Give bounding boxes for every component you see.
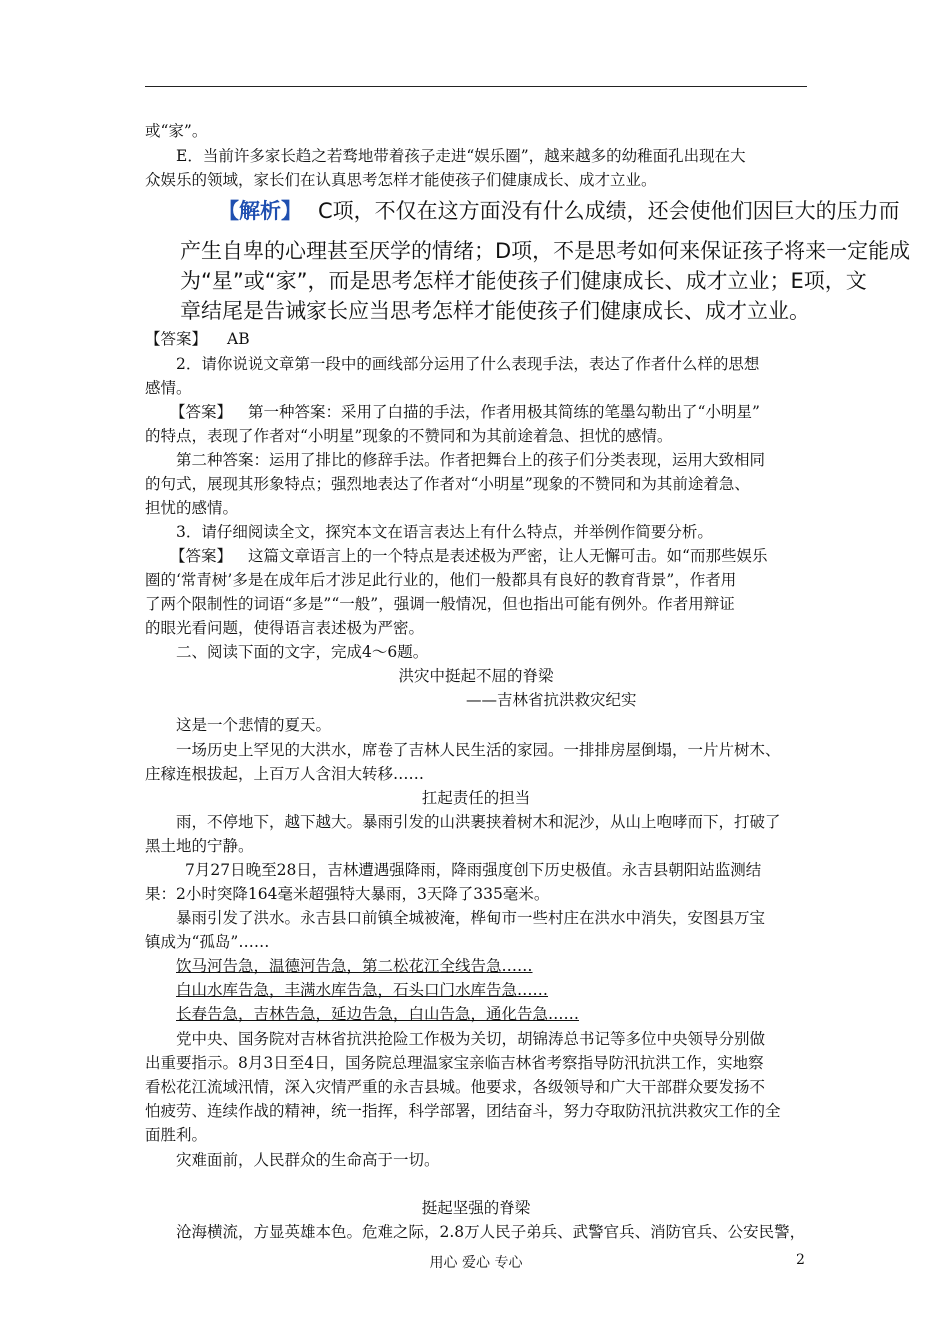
page-number: 2 [796, 1252, 805, 1268]
q3-answer-line1-text: 这篇文章语言上的一个特点是表述极为严密，让人无懈可击。如“而那些娱乐 [248, 547, 768, 565]
q2-line1: 2．请你说说文章第一段中的画线部分运用了什么表现手法，表达了作者什么样的思想 [176, 355, 760, 373]
q2-answer2-line3: 担忧的感情。 [145, 499, 239, 517]
q2-answer-tag: 【答案】 [170, 403, 233, 421]
q2-answer-line2: 的特点，表现了作者对“小明星”现象的不赞同和为其前途着急、担忧的感情。 [145, 427, 673, 445]
article-p5-line1: 暴雨引发了洪水。永吉县口前镇全城被淹，桦甸市一些村庄在洪水中消失，安图县万宝 [176, 909, 766, 927]
q2-line2: 感情。 [145, 379, 192, 397]
analysis-tag: 【解析】 [218, 199, 302, 223]
q2-answer2-line1: 第二种答案：运用了排比的修辞手法。作者把舞台上的孩子们分类表现，运用大致相同 [176, 451, 766, 469]
article-p6-line4: 怕疲劳、连续作战的精神，统一指挥，科学部署，团结奋斗，努力夺取防汛抗洪救灾工作的全 [145, 1102, 781, 1120]
article-p6-line2: 出重要指示。8月3日至4日，国务院总理温家宝亲临吉林省考察指导防汛抗洪工作，实地察 [145, 1054, 764, 1072]
analysis-line4: 章结尾是告诫家长应当思考怎样才能使孩子们健康成长、成才立业。 [180, 299, 810, 323]
option-e-line2: 众娱乐的领域，家长们在认真思考怎样才能使孩子们健康成长、成才立业。 [145, 171, 657, 189]
footer-center: 用心 爱心 专心 [429, 1255, 523, 1271]
subheading-2: 挺起坚强的脊梁 [421, 1199, 531, 1217]
underlined-line-3: 长春告急，吉林告急，延边告急，白山告急，通化告急…… [176, 1005, 580, 1023]
article-p8-line1: 沧海横流，方显英雄本色。危难之际，2.8万人民子弟兵、武警官兵、消防官兵、公安民警， [176, 1223, 806, 1241]
analysis-line3: 为“星”或“家”，而是思考怎样才能使孩子们健康成长、成才立业；E项，文 [180, 269, 867, 293]
answer1-tag: 【答案】 [145, 330, 208, 348]
q3-answer-line2: 圈的‘常青树’多是在成年后才涉足此行业的，他们一般都具有良好的教育背景”，作者用 [145, 571, 737, 589]
article-p2-line1: 一场历史上罕见的大洪水，席卷了吉林人民生活的家园。一排排房屋倒塌，一片片树木、 [176, 741, 781, 759]
underlined-line-2: 白山水库告急，丰满水库告急，石头口门水库告急…… [176, 981, 549, 999]
q3-line1: 3．请仔细阅读全文，探究本文在语言表达上有什么特点，并举例作简要分析。 [176, 523, 713, 541]
article-p6-line5: 面胜利。 [145, 1126, 208, 1144]
q3-answer-tag: 【答案】 [170, 547, 233, 565]
article-p6-line3: 看松花江流域汛情，深入灾情严重的永吉县城。他要求，各级领导和广大干部群众要发扬不 [145, 1078, 766, 1096]
article-p1: 这是一个悲情的夏天。 [176, 716, 332, 734]
section2-heading: 二、阅读下面的文字，完成4～6题。 [176, 643, 429, 661]
article-p3-line1: 雨，不停地下，越下越大。暴雨引发的山洪裹挟着树木和泥沙，从山上咆哮而下，打破了 [176, 813, 781, 831]
underlined-line-1: 饮马河告急，温德河告急，第二松花江全线告急…… [176, 957, 533, 975]
option-d-tail: 或“家”。 [145, 122, 208, 140]
article-p4-line1: 7月27日晚至28日，吉林遭遇强降雨，降雨强度创下历史极值。永吉县朝阳站监测结 [185, 861, 762, 879]
article-p3-line2: 黑土地的宁静。 [145, 837, 254, 855]
q3-answer-line4: 的眼光看问题，使得语言表述极为严密。 [145, 619, 425, 637]
analysis-line1-text: C项，不仅在这方面没有什么成绩，还会使他们因巨大的压力而 [318, 199, 900, 223]
article-p2-line2: 庄稼连根拔起，上百万人含泪大转移…… [145, 765, 425, 783]
q3-answer-line3: 了两个限制性的词语“多是”“一般”，强调一般情况，但也指出可能有例外。作者用辩证 [145, 595, 735, 613]
analysis-line1 [218, 198, 900, 224]
q2-answer-line1-text: 第一种答案：采用了白描的手法，作者用极其简练的笔墨勾勒出了“小明星” [248, 403, 760, 421]
subheading-1: 扛起责任的担当 [421, 789, 531, 807]
q3-answer-line1 [170, 546, 767, 566]
article-p4-line2: 果：2小时突降164毫米超强特大暴雨，3天降了335毫米。 [145, 885, 550, 903]
article-p7: 灾难面前，人民群众的生命高于一切。 [176, 1151, 440, 1169]
article-title: 洪灾中挺起不屈的脊梁 [398, 667, 554, 685]
answer1-value: AB [227, 330, 250, 348]
option-e-line1: E．当前许多家长趋之若骛地带着孩子走进“娱乐圈”，越来越多的幼稚面孔出现在大 [176, 147, 746, 165]
analysis-line2: 产生自卑的心理甚至厌学的情绪；D项，不是思考如何来保证孩子将来一定能成 [180, 239, 911, 263]
answer1 [145, 329, 250, 349]
article-subtitle: ——吉林省抗洪救灾纪实 [466, 691, 637, 709]
header-rule [145, 86, 807, 87]
q2-answer-line1 [170, 402, 760, 422]
q2-answer2-line2: 的句式，展现其形象特点；强烈地表达了作者对“小明星”现象的不赞同和为其前途着急、 [145, 475, 750, 493]
article-p5-line2: 镇成为“孤岛”…… [145, 933, 270, 951]
article-p6-line1: 党中央、国务院对吉林省抗洪抢险工作极为关切，胡锦涛总书记等多位中央领导分别做 [176, 1030, 766, 1048]
